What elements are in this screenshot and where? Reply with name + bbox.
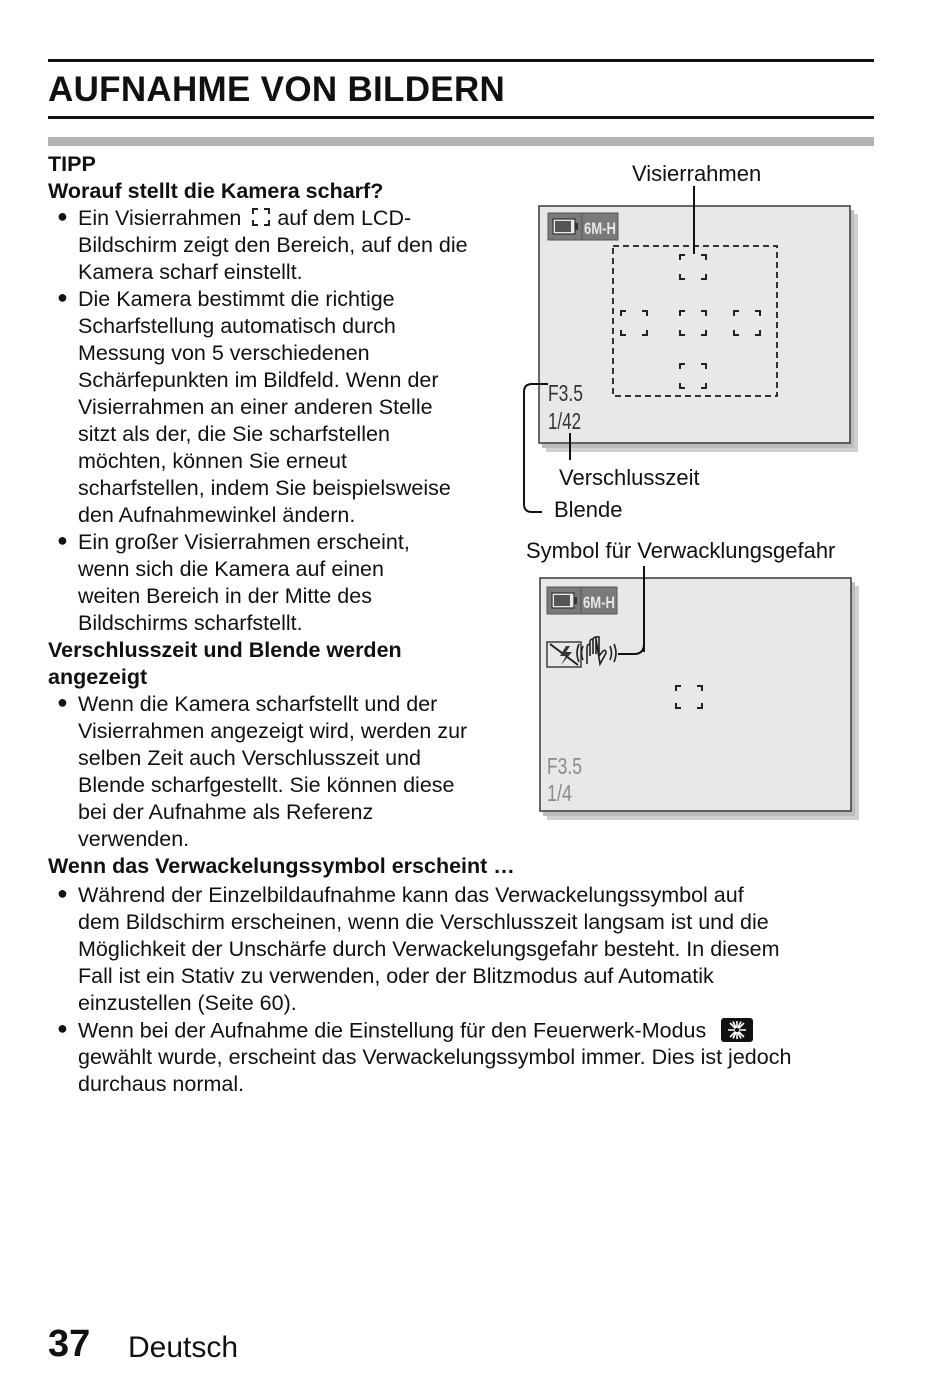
top-rule [48, 59, 874, 62]
page-title: AUFNAHME VON BILDERN [48, 70, 506, 109]
bullet-line: Wenn die Kamera scharfstellt und der [78, 692, 438, 716]
tip-heading: TIPP [48, 152, 96, 176]
bullet-line: Messung von 5 verschiedenen [78, 341, 370, 365]
battery-icon [548, 213, 582, 240]
svg-text:6M-H: 6M-H [584, 219, 616, 238]
bullet-icon: ● [57, 287, 68, 307]
bullet-line: Wenn bei der Aufnahme die Einstellung für den Feuerwerk-Modus [78, 1017, 754, 1047]
bullet-line: Visierrahmen an einer anderen Stelle [78, 395, 433, 419]
page-language: Deutsch [128, 1331, 239, 1364]
tip-question-shake: Wenn das Verwackelungssymbol erscheint … [48, 854, 515, 878]
tip-question-exposure-cont: angezeigt [48, 665, 148, 689]
bullet-line: Bildschirms scharfstellt. [78, 611, 303, 635]
bullet-icon: ● [57, 1018, 68, 1038]
bullet-line: gewählt wurde, erscheint das Verwackelungssymbol immer. Dies ist jedoch [78, 1045, 792, 1069]
bullet-icon: ● [57, 883, 68, 903]
bullet-line: möchten, können Sie erneut [78, 449, 347, 473]
bullet-line: Scharfstellung automatisch durch [78, 314, 396, 338]
bullet-line: Während der Einzelbildaufnahme kann das Verwackelungssymbol auf [78, 883, 744, 907]
bullet-icon: ● [57, 530, 68, 550]
bullet-line: Kamera scharf einstellt. [78, 260, 303, 284]
bullet-line: selben Zeit auch Verschlusszeit und [78, 746, 422, 770]
shutter-value: 1/42 [548, 408, 581, 434]
aperture-value: F3.5 [548, 380, 583, 406]
bullet-line: wenn sich die Kamera auf einen [78, 557, 384, 581]
bullet-line: weiten Bereich in der Mitte des [78, 584, 372, 608]
bullet-line: Die Kamera bestimmt die richtige [78, 287, 395, 311]
focus-frame-icon [251, 207, 271, 227]
bullet-line: verwenden. [78, 827, 190, 851]
bullet-line: Ein großer Visierrahmen erscheint, [78, 530, 410, 554]
bullet-icon: ● [57, 692, 68, 712]
fireworks-mode-icon [720, 1017, 754, 1043]
tip-question-exposure: Verschlusszeit und Blende werden [48, 638, 402, 662]
section-band [48, 137, 874, 146]
bullet-line: Bildschirm zeigt den Bereich, auf den die [78, 233, 468, 257]
label-focus-frame: Visierrahmen [632, 161, 762, 186]
bullet-line: Visierrahmen angezeigt wird, werden zur [78, 719, 468, 743]
bullet-line: Möglichkeit der Unschärfe durch Verwackelungsgefahr besteht. In diesem [78, 937, 780, 961]
lcd-figure-shake [530, 566, 870, 836]
page-number: 37 [48, 1323, 91, 1365]
bullet-line: Fall ist ein Stativ zu verwenden, oder der Blitzmodus auf Automatik [78, 964, 714, 988]
bullet-line: den Aufnahmewinkel ändern. [78, 503, 356, 527]
bullet-line: sitzt als der, die Sie scharfstellen [78, 422, 390, 446]
bullet-line: Ein Visierrahmen auf dem LCD- [78, 206, 412, 230]
bullet-line: einzustellen (Seite 60). [78, 991, 297, 1015]
label-aperture: Blende [554, 497, 623, 522]
aperture-value: F3.5 [547, 753, 582, 779]
bullet-line: durchaus normal. [78, 1072, 245, 1096]
label-shake-symbol: Symbol für Verwacklungsgefahr [526, 538, 836, 563]
resolution-icon [582, 213, 618, 240]
tip-question-focus: Worauf stellt die Kamera scharf? [48, 179, 384, 203]
bullet-line: dem Bildschirm erscheinen, wenn die Verschlusszeit langsam ist und die [78, 910, 769, 934]
resolution-icon [581, 587, 617, 614]
bullet-icon: ● [57, 206, 68, 226]
bullet-line: Schärfepunkten im Bildfeld. Wenn der [78, 368, 439, 392]
svg-text:6M-H: 6M-H [583, 593, 615, 612]
bullet-line: scharfstellen, indem Sie beispielsweise [78, 476, 451, 500]
bullet-line: Blende scharfgestellt. Sie können diese [78, 773, 455, 797]
label-shutter-speed: Verschlusszeit [559, 465, 700, 490]
shutter-value: 1/4 [547, 780, 573, 806]
flash-off-icon [547, 642, 581, 667]
battery-icon [547, 587, 581, 614]
title-rule [48, 116, 874, 119]
bullet-line: bei der Aufnahme als Referenz [78, 800, 374, 824]
